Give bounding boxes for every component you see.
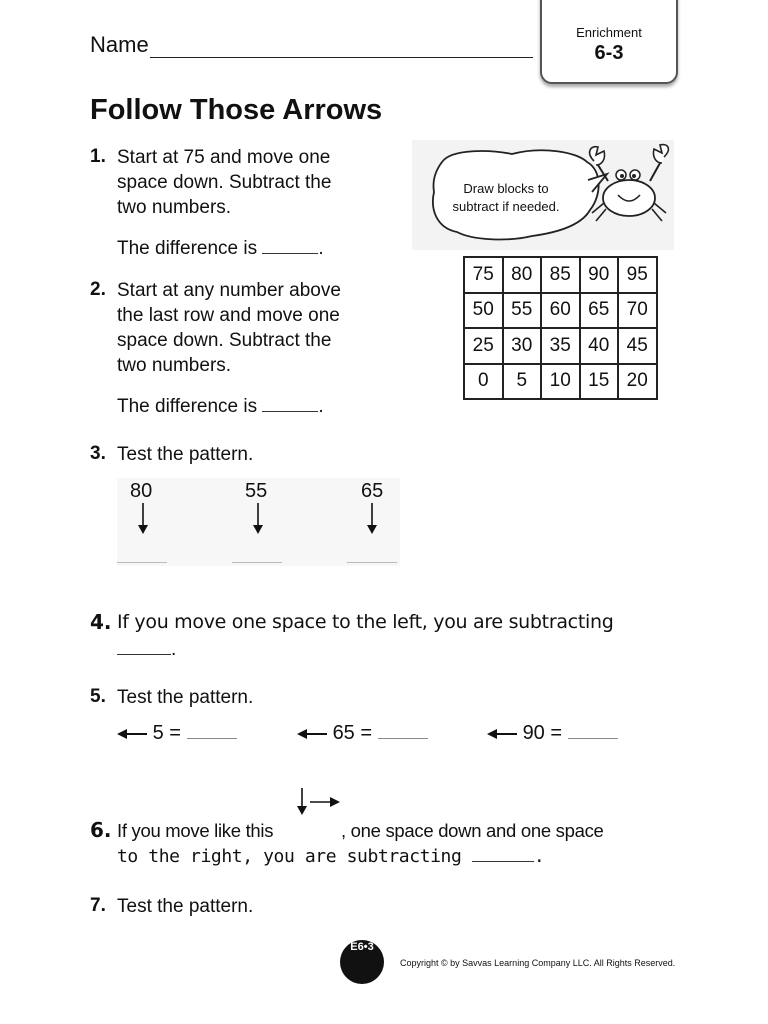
q2-answer-end: . [318, 396, 324, 417]
q5-text: Test the pattern. [117, 687, 254, 708]
grid-cell: 85 [541, 257, 580, 293]
q2-line: two numbers. [117, 355, 232, 376]
q3-text: Test the pattern. [117, 444, 254, 465]
pattern3-blank[interactable] [117, 562, 167, 563]
enrichment-tab [540, 0, 678, 84]
number-grid [463, 256, 658, 400]
q3-number: 3. [90, 443, 106, 464]
pattern3-number: 80 [130, 480, 153, 502]
tab-label: Enrichment [576, 25, 642, 40]
q1-answer-end: . [318, 238, 324, 259]
grid-cell: 10 [541, 364, 580, 400]
q2-answer [117, 394, 324, 419]
q2-line: the last row and move one [117, 305, 340, 326]
q6-line2-text: to the right, you are subtracting [117, 846, 462, 867]
crab-icon [584, 143, 674, 233]
pattern5-equals: = [169, 722, 181, 744]
q1-answer-blank[interactable] [262, 239, 318, 254]
page-badge-label: E6•3 [350, 941, 374, 953]
q2-number: 2. [90, 279, 106, 300]
grid-cell: 80 [503, 257, 542, 293]
q6-number: 6. [90, 818, 112, 842]
grid-row [464, 328, 657, 364]
grid-row [464, 364, 657, 400]
down-arrow-icon [252, 503, 264, 535]
left-arrow-icon [297, 727, 327, 741]
grid-cell: 35 [541, 328, 580, 364]
q6-answer-blank[interactable] [472, 847, 534, 862]
grid-cell: 25 [464, 328, 503, 364]
q6-text-b: , one space down and one space [341, 820, 604, 841]
q6-line2 [117, 844, 544, 869]
grid-cell: 70 [618, 293, 657, 329]
grid-cell: 50 [464, 293, 503, 329]
grid-cell: 5 [503, 364, 542, 400]
pattern5-blank[interactable] [378, 724, 428, 739]
q4-text: If you move one space to the left, you are subtracting [117, 611, 614, 633]
q1-text [117, 145, 331, 220]
grid-cell: 15 [580, 364, 619, 400]
tab-code: 6-3 [594, 42, 624, 64]
pattern5-item [117, 722, 237, 745]
grid-row [464, 293, 657, 329]
pattern5-item [297, 722, 428, 745]
q1-answer-label: The difference is [117, 238, 258, 259]
q7-text: Test the pattern. [117, 896, 254, 917]
pattern5-value: 5 [152, 722, 164, 744]
q1-line: Start at 75 and move one [117, 147, 331, 168]
name-label: Name [90, 32, 149, 57]
grid-cell: 90 [580, 257, 619, 293]
pattern5-equals: = [360, 722, 373, 744]
pattern3-blank[interactable] [232, 562, 282, 563]
q4-number: 4. [90, 610, 112, 634]
pattern3-number: 55 [245, 480, 268, 502]
q1-number: 1. [90, 146, 106, 167]
pattern3-blank[interactable] [347, 562, 397, 563]
page-badge [340, 940, 384, 984]
grid-cell: 95 [618, 257, 657, 293]
q2-answer-label: The difference is [117, 396, 258, 417]
q2-line: Start at any number above [117, 280, 341, 301]
left-arrow-icon [487, 727, 517, 741]
q6-text-a: If you move like this [117, 820, 274, 841]
q4-answer-blank[interactable] [117, 640, 171, 655]
pattern5-item [487, 722, 618, 745]
pattern5-value: 65 [332, 722, 355, 744]
left-arrow-icon [117, 727, 147, 741]
q5-number: 5. [90, 686, 106, 707]
grid-cell: 20 [618, 364, 657, 400]
q4-answer [117, 637, 176, 662]
q1-line: two numbers. [117, 197, 232, 218]
grid-cell: 75 [464, 257, 503, 293]
copyright: Copyright © by Savvas Learning Company LLC. All Rights Reserved. [400, 958, 676, 968]
q4-answer-end: . [171, 639, 177, 660]
grid-cell: 0 [464, 364, 503, 400]
bubble-text [436, 180, 576, 216]
down-arrow-icon [137, 503, 149, 535]
pattern5-blank[interactable] [187, 724, 237, 739]
pattern5-value: 90 [522, 722, 545, 744]
pattern5-blank[interactable] [568, 724, 618, 739]
pattern3-number: 65 [361, 480, 384, 502]
bubble-line: subtract if needed. [452, 199, 560, 214]
grid-cell: 60 [541, 293, 580, 329]
down-right-arrow-icon [296, 788, 342, 816]
grid-cell: 65 [580, 293, 619, 329]
grid-cell: 30 [503, 328, 542, 364]
q6-answer-end: . [533, 846, 545, 867]
grid-row [464, 257, 657, 293]
q2-answer-blank[interactable] [262, 397, 318, 412]
down-arrow-icon [366, 503, 378, 535]
grid-cell: 45 [618, 328, 657, 364]
grid-cell: 55 [503, 293, 542, 329]
pattern5-equals: = [550, 722, 563, 744]
bubble-line: Draw blocks to [463, 181, 549, 196]
q1-answer [117, 236, 324, 261]
q1-line: space down. Subtract the [117, 172, 332, 193]
q2-text [117, 278, 341, 378]
name-field[interactable] [150, 57, 533, 58]
grid-cell: 40 [580, 328, 619, 364]
q7-number: 7. [90, 895, 106, 916]
q2-line: space down. Subtract the [117, 330, 332, 351]
page-title: Follow Those Arrows [90, 94, 383, 126]
